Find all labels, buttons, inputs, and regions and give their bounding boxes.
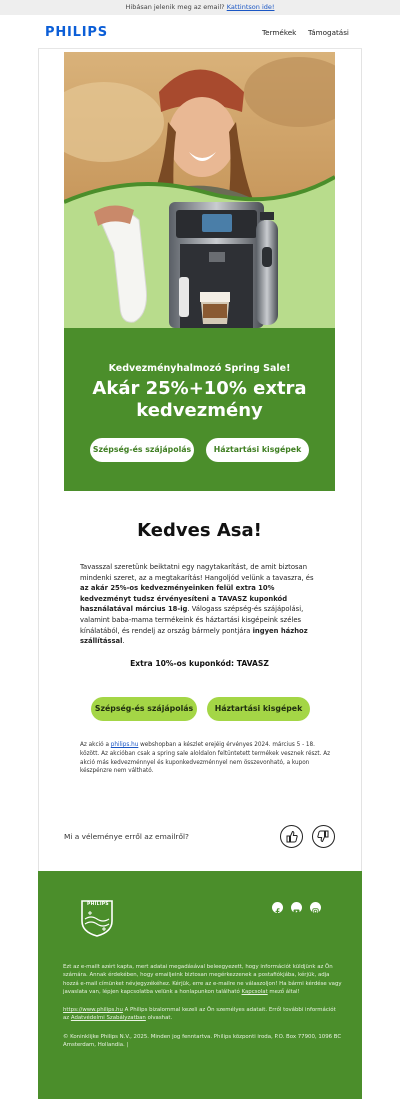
youtube-icon xyxy=(291,906,302,917)
nav-support[interactable]: Támogatási xyxy=(308,28,349,37)
thumbs-up-icon xyxy=(281,826,302,847)
footer-consent-post: mező által! xyxy=(267,989,300,996)
appliances-button[interactable]: Háztartási kisgépek xyxy=(207,697,310,721)
body-bold-1: az akár 25%-os kedvezményeinken felül extra 10% kedvezményt tudsz érvényesíteni a TAVASZ kuponkód használatával március 18-ig xyxy=(80,584,288,614)
promo-beauty-button[interactable]: Szépség-és szájápolás xyxy=(90,438,194,462)
philips-website-link[interactable]: https://www.philips.hu xyxy=(63,1007,123,1013)
body-text-3: . xyxy=(122,637,125,646)
footer-privacy-mid: A Philips bizalommal kezeli az Ön személyes adatait. Erről további információt az xyxy=(63,1007,336,1022)
nav-products[interactable]: Termékek xyxy=(262,28,297,37)
instagram-button[interactable] xyxy=(310,902,321,913)
facebook-icon xyxy=(272,906,283,917)
body-text xyxy=(80,562,320,647)
body-text-2: . Válogass szépség-és szájápolási, valamint baba-mama termékeink és háztartási kisgépeink széles kínálatából, és rendelj az ország bármely pontjára xyxy=(80,605,304,635)
footer-consent-text xyxy=(63,963,343,997)
hero-illustration xyxy=(64,52,335,328)
footer-consent-pre: Ezt az e-mailt azért kapta, mert adatai megadásával beleegyezett, hogy információt küldjünk az Ön számára. Annak érdekében, hogy emailjeink biztosan megérkezzenek a postafiókjába, kérjük, adja hozzá e-mail címünket névjegyzékéhez. Kérjük, erre az e-mailre ne válaszoljon! Ha bármi kérdése vagy javaslata van, lépjen kapcsolatba velünk a honlapunkon található xyxy=(63,964,342,996)
instagram-icon xyxy=(310,906,321,917)
promo-subtitle: Kedvezményhalmozó Spring Sale! xyxy=(108,363,291,374)
promo-banner xyxy=(64,328,335,491)
footer-logo-text: PHILIPS xyxy=(87,902,109,907)
email-header xyxy=(38,15,362,49)
philips-hu-link[interactable]: philips.hu xyxy=(110,742,139,748)
promo-headline: Akár 25%+10% extra kedvezmény xyxy=(92,378,307,421)
contact-link[interactable]: Kapcsolat xyxy=(241,989,268,996)
view-online-text: Hibásan jelenik meg az email? xyxy=(125,3,225,11)
youtube-button[interactable] xyxy=(291,902,302,913)
fine-print-pre: Az akció a xyxy=(80,742,111,748)
thumbs-down-icon xyxy=(313,826,334,847)
body-bold-2: ingyen házhoz szállítással xyxy=(80,626,308,646)
view-online-link[interactable]: Kattintson ide! xyxy=(226,3,275,11)
view-online-bar xyxy=(0,0,400,15)
philips-logo[interactable]: PHILIPS xyxy=(45,25,108,40)
thumbs-down-button[interactable] xyxy=(312,825,335,848)
footer-privacy-text xyxy=(63,1006,343,1023)
footer xyxy=(38,871,362,1099)
promo-appliances-button[interactable]: Háztartási kisgépek xyxy=(206,438,309,462)
fine-print xyxy=(80,741,334,776)
hero-image[interactable] xyxy=(64,52,335,328)
beauty-button[interactable]: Szépség-és szájápolás xyxy=(91,697,197,721)
coupon-code: Extra 10%-os kuponkód: TAVASZ xyxy=(130,659,269,668)
footer-privacy-post: olvashat. xyxy=(145,1015,173,1022)
facebook-button[interactable] xyxy=(272,902,283,913)
privacy-policy-link[interactable]: Adatvédelmi Szabályzatban xyxy=(70,1015,146,1022)
thumbs-up-button[interactable] xyxy=(280,825,303,848)
fine-print-post: webshopban a készlet erejéig érvényes 2024. március 5 - 18. között. Az akcióban csak a spring sale aloldalon feltüntetett termékek vesznek részt. Az akció más kedvezménnyel és kuponkedvezménnyel nem összevonható, a kupon készpénzre nem váltható. xyxy=(80,742,331,775)
feedback-question: Mi a véleménye erről az emailről? xyxy=(64,832,189,841)
greeting-heading: Kedves Asa! xyxy=(137,520,262,541)
body-text-1: Tavasszal szeretünk beiktatni egy nagytakarítást, de amit biztosan mindenki szeret, az a megtakarítás! Hangoljód velünk a tavaszra, és xyxy=(80,563,314,582)
footer-copyright: © Koninklijke Philips N.V., 2025. Minden jog fenntartva. Philips központi iroda, P.O. Box 77900, 1096 BC Amsterdam, Hollandia. | xyxy=(63,1034,342,1049)
